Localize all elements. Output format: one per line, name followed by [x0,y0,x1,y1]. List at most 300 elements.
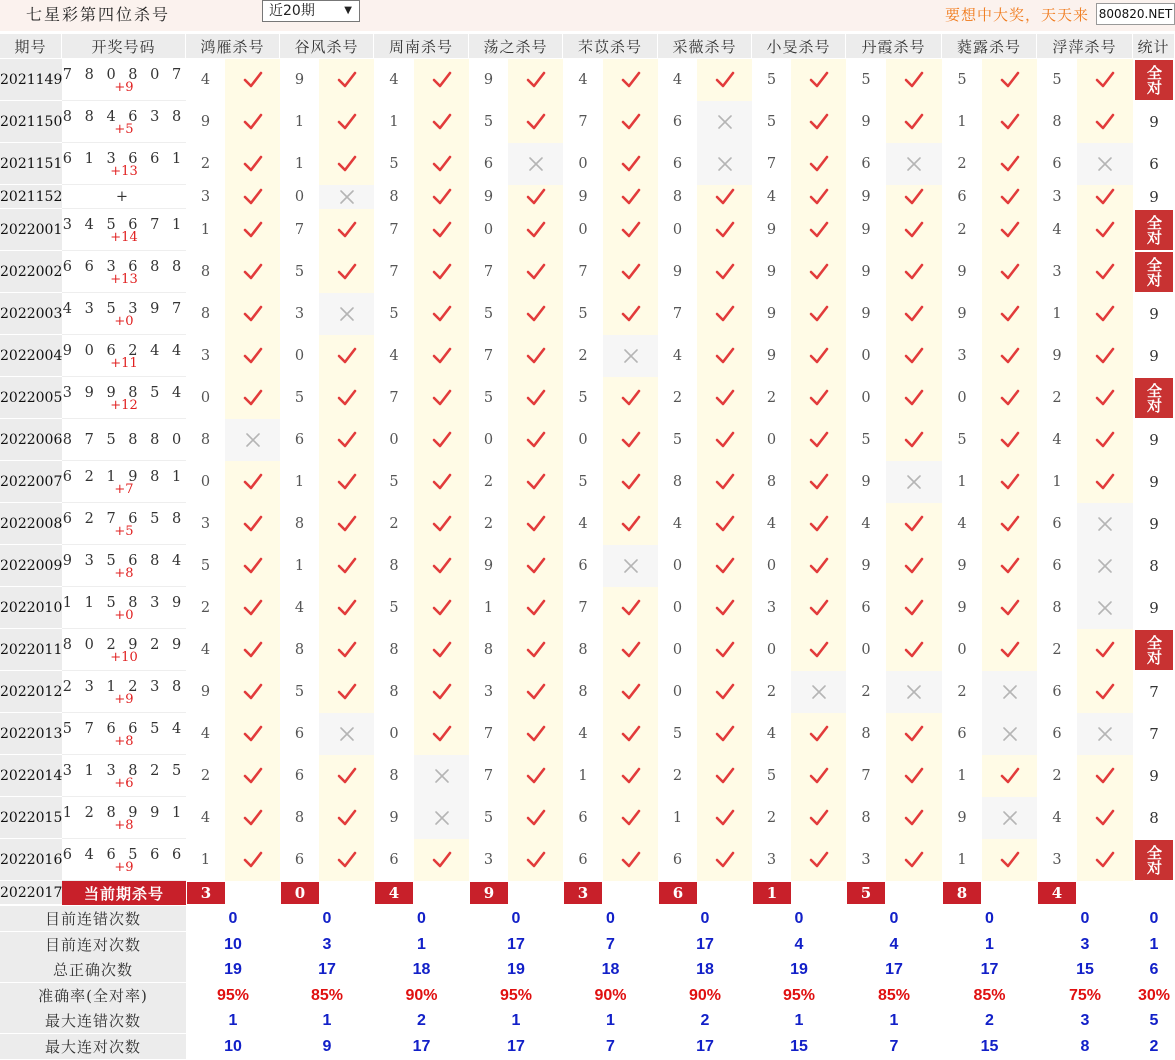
stat-count [1133,419,1175,461]
kill-number-value: 9 [957,264,967,280]
draw-numbers: 3 1 3 8 2 5 [62,762,186,779]
kill-number-value: 8 [294,642,305,658]
period-number: 2022005 [0,389,62,406]
kill-number [186,293,225,335]
check-icon [526,725,546,743]
draw-result-cell [62,209,186,251]
check-icon [621,599,641,617]
draw-sum: +9 [114,691,134,707]
all-correct-badge [1135,840,1173,880]
hit-mark [319,101,374,143]
draw-sum: +14 [110,229,138,245]
kill-number [846,755,886,797]
hit-mark [697,251,752,293]
check-icon [243,305,263,323]
hit-mark [886,59,942,101]
kill-number-value: 9 [766,222,777,238]
kill-number [752,461,791,503]
cross-icon [809,683,829,701]
check-icon [621,515,641,533]
kill-number-value: 0 [672,222,683,238]
check-icon [715,305,735,323]
summary-value-text: 0 [606,910,615,927]
hit-mark [886,545,942,587]
kill-number [846,671,886,713]
summary-value [1037,1008,1133,1034]
draw-sum: +7 [114,481,134,497]
kill-number-value: 4 [294,600,305,616]
kill-number-value: 0 [957,390,967,406]
summary-value-text: 75% [1068,987,1102,1004]
period-cell [0,629,62,671]
hit-mark [414,587,469,629]
summary-value-text: 1 [511,1012,521,1029]
hit-mark [791,587,846,629]
kill-number-value: 0 [672,642,683,658]
kill-number [563,101,603,143]
period-cell [0,185,62,209]
kill-number-value: 9 [578,189,588,205]
hit-mark [319,503,374,545]
summary-value [374,932,469,958]
kill-number-value: 6 [1052,726,1062,742]
summary-value [374,983,469,1009]
hit-mark [697,713,752,755]
check-icon [715,851,735,869]
slogan-marquee: 要想中大奖，天天来 [945,6,1090,24]
kill-number [469,101,508,143]
period-select[interactable] [262,0,360,22]
summary-value-text: 1 [606,1012,615,1029]
column-header-label: 统计 [1137,37,1170,56]
kill-number-value: 3 [200,516,211,532]
check-icon [904,188,924,206]
kill-number-value: 1 [1052,474,1062,490]
check-icon [715,683,735,701]
hit-mark [982,545,1037,587]
kill-number [658,587,697,629]
kill-number-value: 2 [1052,390,1062,406]
check-icon [715,641,735,659]
current-kill-value: 6 [672,884,684,902]
hit-mark [1077,377,1133,419]
period-cell [0,587,62,629]
hit-mark [791,251,846,293]
kill-number [658,755,697,797]
summary-value-text: 2 [1149,1038,1159,1055]
kill-number [658,629,697,671]
kill-number-value: 5 [861,72,871,88]
period-cell [0,797,62,839]
hit-mark [982,503,1037,545]
hit-mark [886,335,942,377]
check-icon [1000,155,1020,173]
kill-number [1037,797,1077,839]
hit-mark [982,755,1037,797]
summary-value-text: 3 [1080,936,1090,953]
period-number: 2022001 [0,221,62,238]
hit-mark [414,185,469,209]
draw-numbers: 4 3 5 3 9 7 [62,300,186,317]
hit-mark [508,209,563,251]
summary-value-text: 8 [1080,1038,1090,1055]
kill-number [280,587,319,629]
cross-icon [432,809,452,827]
kill-number [1037,251,1077,293]
kill-number [469,143,508,185]
check-icon [1095,263,1115,281]
column-header [942,34,1037,58]
draw-result-cell [62,629,186,671]
column-header-label: 期号 [14,37,47,56]
kill-number-value: 8 [389,768,399,784]
stat-count [1133,461,1175,503]
kill-number [186,419,225,461]
check-icon [621,431,641,449]
kill-number [658,335,697,377]
check-icon [715,557,735,575]
kill-number-value: 6 [294,852,305,868]
kill-number [658,59,697,101]
kill-number [1037,461,1077,503]
kill-number [846,461,886,503]
kill-number-value: 7 [578,600,588,616]
kill-number-value: 6 [672,156,683,172]
kill-number [752,713,791,755]
kill-number-value: 6 [861,156,871,172]
kill-number-value: 4 [766,516,777,532]
kill-number-value: 9 [483,72,494,88]
check-icon [432,113,452,131]
kill-number-value: 2 [766,810,777,826]
summary-value [846,957,942,983]
check-icon [1000,305,1020,323]
summary-value-text: 19 [790,961,808,978]
draw-result-cell [62,713,186,755]
kill-number [658,839,697,881]
all-correct-badge [1135,60,1173,100]
kill-number-value: 6 [957,189,967,205]
period-cell [0,755,62,797]
kill-number [563,755,603,797]
period-number: 2021149 [0,71,62,88]
kill-number-value: 3 [1052,189,1062,205]
check-icon [243,389,263,407]
draw-sum: +12 [110,397,138,413]
kill-number-value: 2 [483,474,494,490]
summary-value-text: 0 [700,910,710,927]
summary-value [563,957,658,983]
kill-number [374,797,414,839]
kill-number [846,797,886,839]
summary-value [942,957,1037,983]
kill-number-value: 9 [294,72,305,88]
site-domain-badge[interactable]: 800820.NET [1096,3,1175,25]
summary-label [0,983,186,1009]
hit-mark [414,503,469,545]
check-icon [1095,188,1115,206]
summary-label [0,1008,186,1034]
kill-number-value: 4 [200,72,211,88]
period-number: 2021151 [0,155,62,172]
check-icon [432,305,452,323]
check-icon [621,71,641,89]
kill-number [469,185,508,209]
check-icon [337,809,357,827]
summary-value [563,1008,658,1034]
kill-number-value: 4 [578,516,588,532]
hit-mark [791,419,846,461]
summary-label-text: 目前连对次数 [44,936,141,954]
summary-label-text: 最大连对次数 [44,1038,141,1056]
stat-count-value: 9 [1149,188,1159,206]
column-header [62,34,186,58]
check-icon [1095,473,1115,491]
hit-mark [414,671,469,713]
kill-number [469,587,508,629]
kill-number [469,461,508,503]
hit-mark [886,377,942,419]
kill-number-value: 0 [861,390,871,406]
column-header-label: 小旻杀号 [766,37,831,56]
kill-number-value: 9 [483,558,494,574]
hit-mark [982,419,1037,461]
check-icon [621,809,641,827]
miss-mark [225,419,280,461]
kill-number [658,209,697,251]
check-icon [715,263,735,281]
kill-number [942,377,982,419]
kill-number [1037,545,1077,587]
kill-number [374,335,414,377]
period-number: 2022013 [0,725,62,742]
kill-number-value: 7 [483,768,494,784]
kill-number [469,419,508,461]
hit-mark [1077,185,1133,209]
draw-sum: +8 [114,733,134,749]
hit-mark [791,209,846,251]
column-header-label: 丹霞杀号 [861,37,926,56]
kill-number-value: 5 [294,264,305,280]
hit-mark [225,293,280,335]
check-icon [1000,188,1020,206]
check-icon [809,767,829,785]
check-icon [526,599,546,617]
period-cell [0,713,62,755]
stat-count-value: 9 [1149,113,1159,131]
check-icon [337,113,357,131]
hit-mark [697,185,752,209]
kill-number [658,545,697,587]
draw-sum: +0 [114,607,134,623]
summary-value [280,1008,374,1034]
check-icon [809,473,829,491]
kill-number-value: 1 [294,156,305,172]
kill-number-value: 6 [294,726,305,742]
kill-number-value: 1 [957,852,967,868]
kill-number-value: 8 [389,558,399,574]
summary-value [846,1034,942,1060]
all-correct-badge [1135,252,1173,292]
kill-number-value: 6 [861,600,871,616]
miss-mark [982,797,1037,839]
kill-number [186,797,225,839]
hit-mark [697,209,752,251]
kill-number-value: 5 [861,432,871,448]
hit-mark [791,461,846,503]
kill-number [186,251,225,293]
draw-sum: +8 [114,817,134,833]
kill-number [563,587,603,629]
column-header [658,34,752,58]
summary-value-text: 9 [322,1038,332,1055]
check-icon [243,473,263,491]
kill-number-value: 0 [766,432,777,448]
kill-number-value: 7 [294,222,305,238]
kill-number [942,209,982,251]
stat-count [1133,503,1175,545]
miss-mark [414,755,469,797]
column-header-label: 鸿雁杀号 [200,37,265,56]
summary-value-text: 17 [507,1038,525,1055]
kill-number [280,461,319,503]
kill-number [563,839,603,881]
current-kill-number [847,882,885,904]
summary-value-text: 1 [794,1012,804,1029]
kill-number-value: 0 [200,474,211,490]
hit-mark [319,251,374,293]
kill-number [374,587,414,629]
kill-number-value: 9 [766,306,777,322]
kill-number-value: 2 [1052,768,1062,784]
kill-number [186,503,225,545]
kill-number-value: 9 [861,114,871,130]
summary-value [374,906,469,932]
hit-mark [508,797,563,839]
check-icon [1095,431,1115,449]
check-icon [809,599,829,617]
check-icon [809,431,829,449]
check-icon [337,515,357,533]
kill-number [280,143,319,185]
kill-number [374,293,414,335]
check-icon [904,305,924,323]
check-icon [526,641,546,659]
miss-mark [982,671,1037,713]
kill-number [563,419,603,461]
draw-result-cell [62,671,186,713]
kill-number [846,503,886,545]
kill-number [942,755,982,797]
kill-number-value: 5 [578,390,588,406]
kill-number [1037,503,1077,545]
kill-number-value: 6 [1052,516,1062,532]
summary-value [1037,983,1133,1009]
draw-sum: +0 [114,313,134,329]
check-icon [621,725,641,743]
kill-number [469,629,508,671]
hit-mark [508,755,563,797]
summary-value-text: 90% [688,987,722,1004]
current-kill-label-text: 当前期杀号 [83,884,164,903]
kill-number [942,503,982,545]
hit-mark [225,251,280,293]
check-icon [243,71,263,89]
kill-number-value: 7 [483,348,494,364]
summary-value-text: 17 [318,961,336,978]
kill-number [942,293,982,335]
hit-mark [319,755,374,797]
check-icon [809,305,829,323]
hit-mark [225,377,280,419]
kill-number-value: 1 [294,474,305,490]
summary-value-text: 90% [405,987,438,1004]
hit-mark [791,185,846,209]
summary-value [1133,983,1175,1009]
check-icon [526,809,546,827]
stat-count-value: 7 [1149,725,1159,743]
kill-number-value: 0 [294,348,305,364]
cross-icon [1000,809,1020,827]
kill-number-value: 9 [957,306,967,322]
cross-icon [904,473,924,491]
period-cell [0,335,62,377]
draw-result-cell [62,143,186,185]
kill-number [752,209,791,251]
check-icon [904,347,924,365]
hit-mark [603,143,658,185]
hit-mark [414,839,469,881]
hit-mark [225,335,280,377]
kill-number-value: 9 [861,222,871,238]
all-correct-badge [1135,630,1173,670]
all-correct-text: 全对 [1145,845,1163,875]
kill-number [752,839,791,881]
kill-number-value: 0 [578,156,588,172]
current-kill-number [564,882,602,904]
hit-mark [1077,419,1133,461]
draw-result-cell [62,419,186,461]
check-icon [904,851,924,869]
hit-mark [508,377,563,419]
draw-result-cell [62,545,186,587]
kill-number-value: 1 [1052,306,1062,322]
kill-number-value: 6 [294,768,305,784]
kill-number-value: 0 [483,432,494,448]
kill-number-value: 0 [578,222,588,238]
kill-number [658,143,697,185]
hit-mark [603,671,658,713]
column-header-label: 蕤露杀号 [956,37,1021,56]
kill-number-value: 2 [578,348,588,364]
current-kill-value: 0 [294,884,306,902]
kill-number [658,101,697,143]
summary-value [658,932,752,958]
kill-number-value: 2 [957,684,967,700]
hit-mark [697,59,752,101]
kill-number [942,671,982,713]
cross-icon [1095,725,1115,743]
check-icon [621,155,641,173]
hit-mark [886,587,942,629]
hit-mark [603,503,658,545]
kill-number-value: 3 [766,852,777,868]
cross-icon [337,188,357,206]
hit-mark [982,293,1037,335]
summary-value [469,906,563,932]
kill-number [846,335,886,377]
summary-value [469,957,563,983]
